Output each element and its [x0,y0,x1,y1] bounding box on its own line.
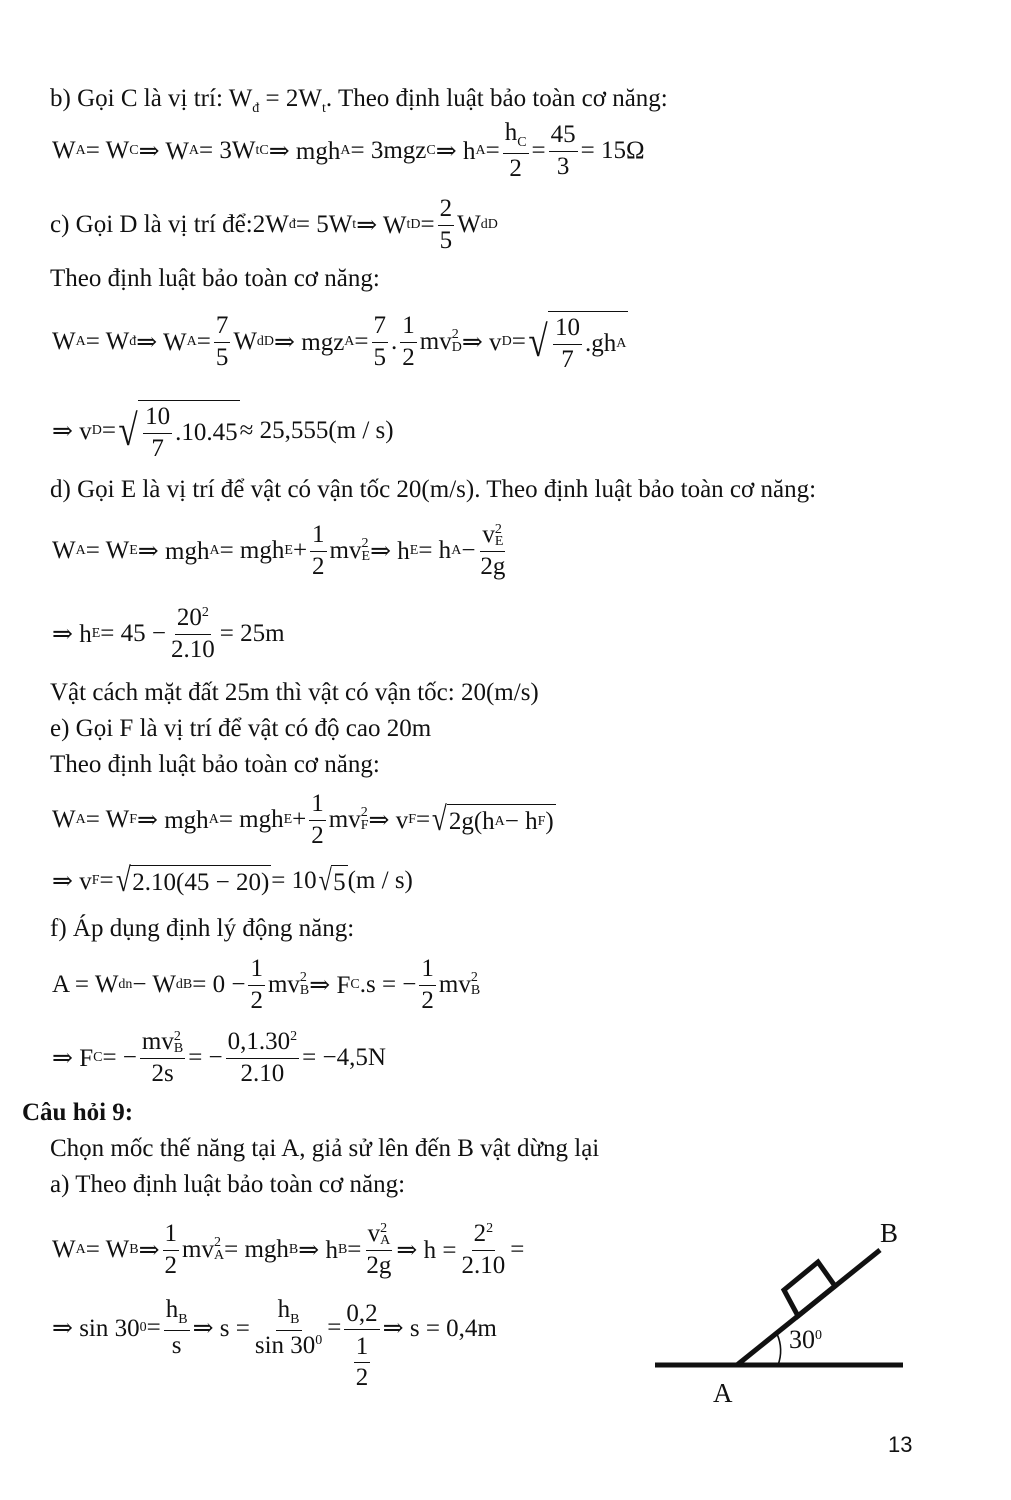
sub: E [283,812,293,827]
sub: dB [175,977,193,992]
sub: B [299,983,310,998]
t: 20 [176,604,202,632]
sub: A [616,336,627,351]
sub: E [129,543,138,558]
t: mv [182,1236,214,1263]
supsub [361,807,369,832]
fraction [503,120,529,182]
supsub [471,972,480,997]
sub: C [426,143,436,158]
t: = 0 − [192,971,246,998]
t: ⇒ h [298,1237,338,1264]
sub: F [91,873,100,888]
t: 5 [439,226,453,254]
t: c) Gọi D là vị trí để: [50,211,253,238]
t: 5 [331,865,348,897]
t: 3 [556,152,570,180]
t: = [354,328,369,355]
sub: A [213,1248,225,1263]
fraction [438,196,455,254]
t: 1 [354,1334,371,1363]
point-a-label: A [713,1378,733,1408]
t: ⇒ W [138,138,189,165]
equation-c2 [52,392,394,470]
sub: B [470,983,481,998]
t: = W [85,806,130,833]
supsub [494,521,504,550]
block-icon [784,1262,835,1316]
t: = [510,1236,525,1263]
sub: B [290,1312,300,1328]
t: 2.10(45 − 20) [130,865,271,897]
sup: 2 [486,1221,494,1237]
fraction [310,522,327,580]
t: = 5W [295,211,353,238]
compound-fraction [344,1301,379,1392]
t: 1 [248,956,265,985]
sup: 0 [315,1332,323,1348]
sub: F [537,814,546,829]
point-b-label: B [880,1218,899,1248]
t: 2 [355,1364,369,1392]
supsub [300,972,309,997]
t: = 10 [271,867,317,894]
t: 2g [366,1251,392,1279]
t: 2 [311,821,324,849]
t: A = W [52,971,119,998]
t: − h [504,808,538,835]
t: 2 [250,986,263,1014]
sub: E [361,549,371,564]
sub: đ [129,334,137,349]
t: 7 [214,313,231,342]
sub: dn [118,977,133,992]
t: ⇒ W [136,329,187,356]
t: 0,2 [344,1301,379,1330]
t: 2W [252,211,289,238]
radical-icon: √ [432,801,447,838]
fraction [419,956,436,1014]
sup: 2 [451,327,459,343]
t: = W [85,537,130,564]
t: 10 [143,404,172,433]
t: = − [188,1044,223,1071]
t: = mgh [218,806,284,833]
t: 5 [373,343,387,371]
fraction [143,404,172,462]
fraction [549,122,578,180]
section-c-heading [50,192,498,258]
t: = −4,5N [302,1044,386,1071]
t: ⇒ W [356,212,407,239]
sub: A [475,143,486,158]
question-9-a-heading: a) Theo định luật bảo toàn cơ năng: [50,1171,406,1198]
text: b) Gọi C là vị trí: W [50,85,253,112]
t: ⇒ h = [396,1237,457,1264]
t: W [233,328,257,355]
sub: A [494,814,505,829]
t: = [511,328,526,355]
t: = 25m [219,620,285,647]
t: mv [329,537,362,564]
t: = [101,417,116,444]
t: = [146,1314,161,1341]
sub: A [75,334,86,349]
fraction [478,522,507,580]
t: 7 [372,313,389,342]
sup: 2 [213,1235,221,1251]
equation-d1 [52,510,510,592]
t: 2 [402,343,415,371]
t: ⇒ v [52,418,92,445]
fraction [372,313,389,371]
sub: A [344,334,355,349]
equation-e1 [52,784,556,856]
t: = [196,328,211,355]
t: W [52,1236,76,1263]
sub: đ [252,101,260,116]
square-root [317,865,348,897]
section-e-text: Theo định luật bảo toàn cơ năng: [50,751,380,778]
t: mv [438,971,471,998]
t: 1 [309,791,326,820]
sub: F [360,818,369,833]
fraction [163,1221,180,1279]
square-root [116,400,240,462]
sub: B [129,1242,139,1257]
t: 45 [549,122,578,151]
t: = 3W [199,137,256,164]
sub: A [380,1233,391,1249]
t: ⇒ F [52,1045,94,1072]
fraction [354,1334,371,1392]
t: ⇒ s = [192,1315,250,1342]
sup: 2 [361,536,369,552]
sup: 2 [360,805,368,821]
sub: B [288,1242,299,1257]
equation-q9-1 [52,1212,524,1288]
t: 1 [419,956,436,985]
t: 2 [312,552,325,580]
t: 2 [473,1220,487,1248]
fraction [140,1029,185,1087]
angle-label [789,1325,822,1355]
t: = W [85,328,130,355]
fraction [164,1297,190,1359]
text: . Theo định luật bảo toàn cơ năng: [325,85,668,112]
t: ⇒ v [52,868,92,895]
section-d-heading: d) Gọi E là vị trí để vật có vận tốc 20(m/s). Theo định luật bảo toàn cơ năng: [50,476,817,503]
sub: tC [255,143,269,158]
sub: đ [288,217,296,232]
t: = [327,1314,342,1341]
t: = [485,137,500,164]
sub: A [188,143,200,158]
t: = [416,806,431,833]
t: = − [102,1044,137,1071]
sup: 2 [470,970,478,986]
t: .10.45 [175,419,238,446]
sub: F [129,812,138,827]
sub: E [409,543,419,558]
t: ⇒ h [52,621,92,648]
sub: D [91,423,102,438]
fraction [253,1297,324,1359]
t: .gh [584,330,617,357]
t: . [391,328,398,355]
t: ⇒ mgh [137,807,209,834]
t: = h [418,537,452,564]
t: ⇒ h [435,138,476,165]
t: 0,1.30 [227,1028,291,1056]
supsub [380,1220,391,1249]
t: 7 [561,345,574,373]
t: + [292,806,307,833]
section-d-conclusion: Vật cách mặt đất 25m thì vật có vận tốc: 20(m/s) [50,679,539,706]
section-e-heading: e) Gọi F là vị trí để vật có độ cao 20m [50,715,432,742]
sub: D [501,334,512,349]
t: + [292,537,308,564]
t: ≈ 25,555(m / s) [239,417,394,444]
t: ⇒ mgz [274,329,345,356]
fraction [214,313,231,371]
t: 2s [151,1059,174,1087]
t: mv [267,971,300,998]
t: 1 [310,522,327,551]
t: ⇒ v [461,329,502,356]
t: 2g(h [448,808,495,835]
t: − W [132,971,176,998]
t: 2 [509,154,522,182]
fraction [169,605,217,663]
sub: C [350,977,360,992]
sub: A [451,543,462,558]
t: = mgh [219,537,285,564]
sub: A [208,812,219,827]
t: W [52,806,76,833]
sub: A [209,543,220,558]
section-f-heading: f) Áp dụng định lý động năng: [50,915,355,942]
t: sin 30 [254,1331,316,1359]
text: = 2W [259,85,322,112]
t: 2 [164,1251,178,1279]
t: ⇒ v [368,807,409,834]
t: ⇒ F [309,972,351,999]
supsub [362,538,371,563]
t: v [482,520,495,548]
t: = [531,137,546,164]
sub: dD [480,217,498,232]
fraction [309,791,326,849]
sub: C [129,143,139,158]
sub: F [408,812,417,827]
t: − [461,537,476,564]
t: = [347,1236,362,1263]
radical-icon: √ [318,864,332,897]
equation-c1 [52,302,628,382]
fraction [226,1029,300,1087]
sub: B [173,1041,184,1057]
sub: E [494,534,504,550]
sub: A [75,543,86,558]
t: .s = − [359,971,417,998]
sub: A [340,143,351,158]
t: mv [328,806,361,833]
t: ⇒ mgh [137,538,210,565]
sub: E [91,626,101,641]
fraction [400,313,417,371]
equation-e2 [52,858,413,904]
t: ) [545,808,554,835]
t: 2.10 [461,1251,506,1279]
t: 2.10 [170,635,215,663]
radical-icon: √ [528,317,548,366]
t: 2.10 [240,1059,285,1087]
question-9-intro: Chọn mốc thế năng tại A, giả sử lên đến B vật dừng lại [50,1135,600,1162]
equation-f2 [52,1022,386,1094]
sub: C [93,1050,103,1065]
t: 7 [151,434,164,462]
sup: 2 [290,1029,298,1045]
sub: B [178,1312,188,1328]
supsub [173,1028,184,1057]
sub: tD [406,217,421,232]
fraction [364,1221,393,1279]
t: = W [85,1236,130,1263]
t: mv [419,328,452,355]
t: h [165,1296,179,1324]
t: ⇒ h [370,538,410,565]
t: ⇒ mgh [268,138,341,165]
sup: 0 [139,1320,147,1335]
sup: 2 [380,1220,388,1236]
sup: 0 [815,1328,822,1343]
question-9-title: Câu hỏi 9: [22,1099,134,1126]
sub: A [75,812,86,827]
square-root [430,803,556,837]
t: W [52,537,76,564]
sub: A [75,143,86,158]
t: 30 [789,1325,815,1354]
sup: 2 [173,1028,181,1044]
t: 2 [421,986,434,1014]
sub: dD [256,334,275,349]
t: = [420,211,435,238]
t: mv [141,1027,174,1055]
t: ⇒ [138,1237,160,1264]
sub: B [337,1242,348,1257]
sup: 2 [201,605,209,621]
t: = 15Ω [580,137,645,164]
equation-d2 [52,598,285,670]
t: 5 [215,343,229,371]
equation-b1 [52,118,645,184]
t: 2g [480,552,506,580]
equation-q9-2-row [52,1296,497,1392]
t: v [367,1219,381,1247]
square-root [114,864,272,898]
equation-f1 [52,950,480,1020]
t: ⇒ s = 0,4m [382,1315,497,1342]
t: = 45 − [100,620,166,647]
t: W [52,137,76,164]
angle-arc-icon [777,1334,781,1365]
section-b-heading [50,86,668,116]
fraction [459,1221,507,1279]
t: (m / s) [347,867,413,894]
t: W [52,328,76,355]
sub: A [186,334,197,349]
sub: A [75,1242,86,1257]
t: W [457,211,481,238]
supsub [214,1237,224,1262]
t: 1 [400,313,417,342]
t: = mgh [224,1236,289,1263]
fraction [248,956,265,1014]
sub: t [352,217,357,232]
t: = 3mgz [350,137,427,164]
t: h [504,119,518,147]
section-c-text: Theo định luật bảo toàn cơ năng: [50,265,380,292]
sup: 2 [494,521,502,537]
t: 10 [553,315,582,344]
sub: C [517,135,527,151]
fraction [553,315,582,373]
square-root [526,311,629,373]
t: 1 [163,1221,180,1250]
sub: E [284,543,293,558]
supsub [452,329,462,354]
t: 2 [438,196,455,225]
equation-q9-2 [52,1296,497,1396]
t: = W [85,137,130,164]
t: = [99,867,114,894]
sup: 2 [299,970,307,986]
t: s [171,1331,182,1359]
sub: t [322,101,326,116]
t: h [277,1296,291,1324]
page-number: 13 [888,1432,913,1457]
t: ⇒ sin 30 [52,1315,140,1342]
sub: D [451,340,462,355]
radical-icon: √ [115,862,131,899]
radical-icon: √ [118,406,138,455]
